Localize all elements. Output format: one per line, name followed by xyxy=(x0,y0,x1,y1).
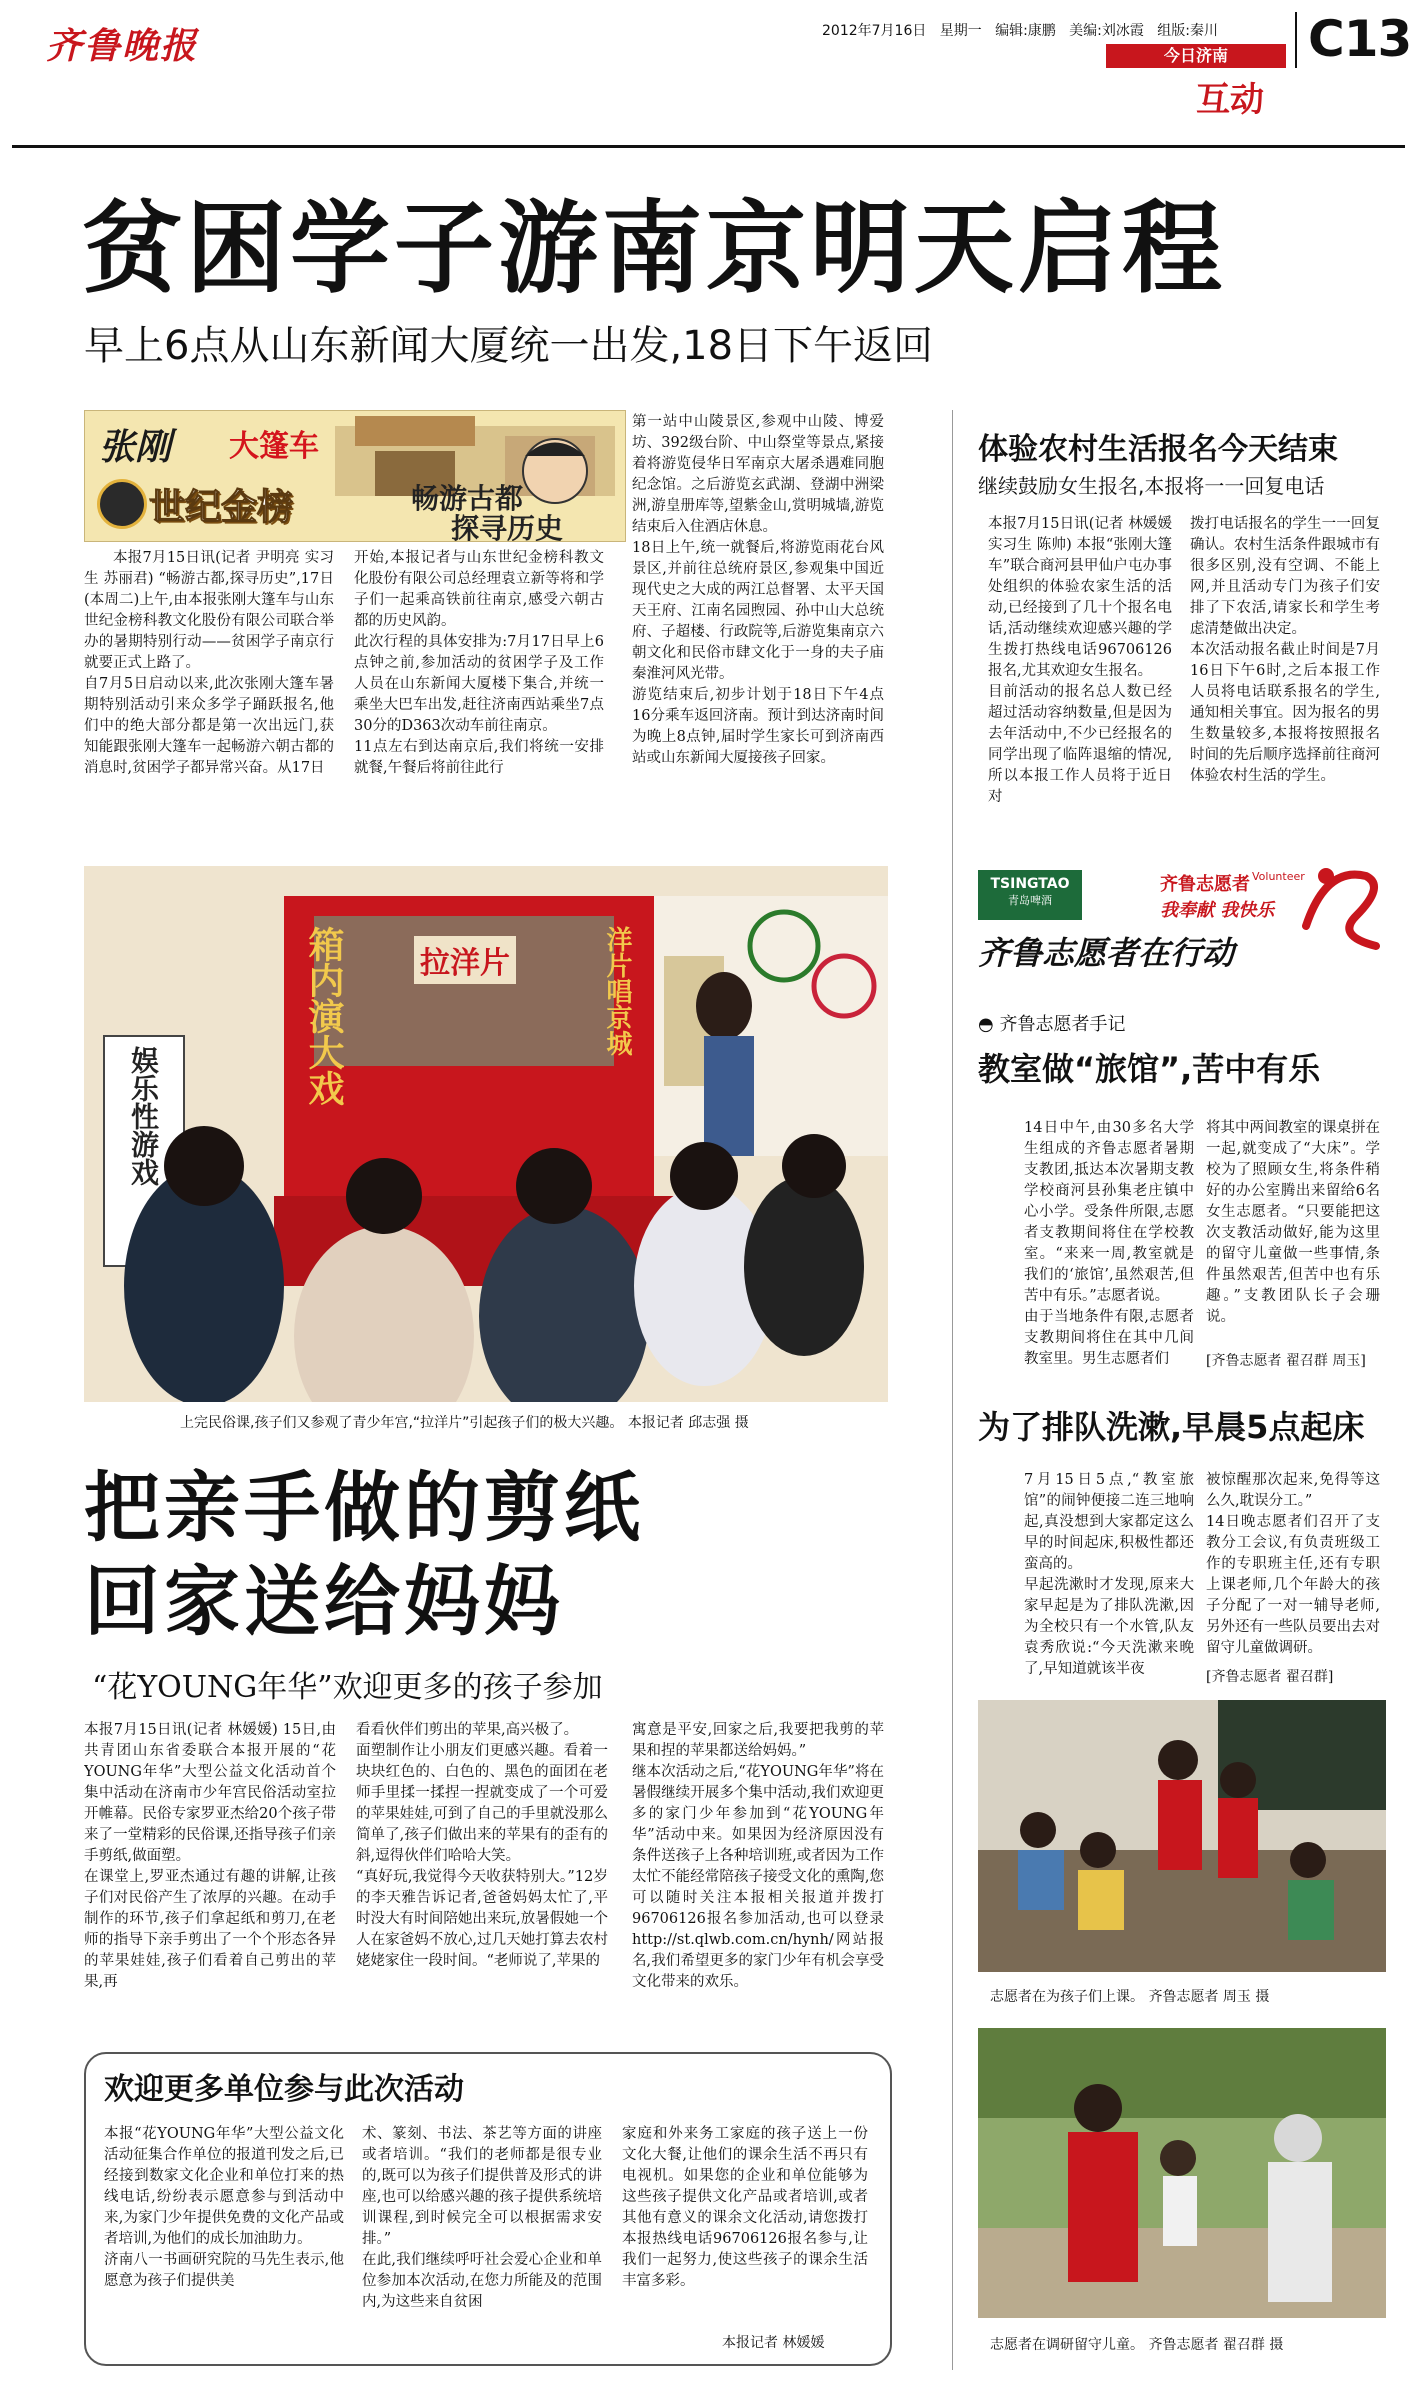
notes-column-1 xyxy=(1024,1118,1194,1368)
welcome-text-3: 家庭和外来务工家庭的孩子送上一份文化大餐,让他们的课余生活不再只有电视机。如果您的企业和单位能够为这些孩子提供文化产品或者培训,或者其他有意义的课余文化活动,请您拨打本报热线电话96706126报名参与,让我们一起努力,使这些孩子的课余生活丰富多彩。 xyxy=(622,2126,868,2289)
notes-signature: [齐鲁志愿者 翟召群 周玉] xyxy=(1206,1353,1366,1369)
sign-la-yang-pian: 拉洋片 xyxy=(414,936,516,984)
right1-column-2 xyxy=(1190,514,1380,844)
photo1-caption: 上完民俗课,孩子们又参观了青少年宫,“拉洋片”引起孩子们的极大兴趣。 本报记者 邱志强 摄 xyxy=(180,1415,749,1431)
second-column-2 xyxy=(356,1720,608,2038)
banner-bus: 大篷车 xyxy=(229,429,319,464)
second-text-2: 看看伙伴们剪出的苹果,高兴极了。 面塑制作让小朋友们更感兴趣。看着一块块红色的、白色的、黑色的面团在老师手里揉一揉捏一捏就变成了一个可爱的苹果娃娃,可到了自己的手里就没那么简单了,孩子们做出来的苹果有的歪有的斜,逗得伙伴们哈哈大笑。 “真好玩,我觉得今天收获特别大。”12岁的李天雅告诉记者,爸爸妈妈太忙了,平时没大有时间陪她出来玩,放暑假她一个人在家爸妈不放心,过几天她打算去农村姥姥家住一段时间。“老师说了,苹果的 xyxy=(356,1722,608,1969)
right1-column-1 xyxy=(988,514,1172,844)
layout-editor-credit: 组版:秦川 xyxy=(1157,23,1218,39)
notes2-title: 为了排队洗漱,早晨5点起床 xyxy=(978,1408,1365,1446)
sign-box-show: 箱内演大戏 xyxy=(303,926,345,1106)
lead-text-3: 第一站中山陵景区,参观中山陵、博爱坊、392级台阶、中山祭堂等景点,紧接着将游览侵华日军南京大屠杀遇难同胞纪念馆。之后游览玄武湖、登湖中洲梁洲,游皇册库等,望紫金山,赏明城墙,游览结束后入住酒店休息。 18日上午,统一就餐后,将游览雨花台风景区,并前往总统府景区,参观集中国近现代史之大成的两江总督署、太平天国天王府、江南名园煦园、孙中山大总统府、子超楼、行政院等,后游览集南京六朝文化和民俗市肆文化于一身的夫子庙秦淮河风光带。 游览结束后,初步计划于18日下午4点16分乘车返回济南。预计到达济南时间为晚上8点钟,届时学生家长可到济南西站或山东新闻大厦接孩子回家。 xyxy=(632,414,884,766)
sign-entertainment-game: 娱乐性游戏 xyxy=(127,1046,160,1186)
classroom-photo xyxy=(978,1700,1386,1972)
masthead-divider xyxy=(1295,12,1297,68)
sponsor-logo xyxy=(978,870,1082,920)
lead-column-3 xyxy=(632,412,884,840)
masthead-rule xyxy=(12,145,1405,148)
welcome-text-2: 术、篆刻、书法、茶艺等方面的讲座或者培训。“我们的老师都是很专业的,既可以为孩子们提供普及形式的讲座,也可以给感兴趣的孩子提供系统培训课程,到时候完全可以根据需求安排。” 在此,我们继续呼吁社会爱心企业和单位参加本次活动,在您力所能及的范围内,为这些来自贫困 xyxy=(362,2126,602,2310)
survey-photo xyxy=(978,2028,1386,2318)
notes-column-2 xyxy=(1206,1118,1380,1346)
right1-title: 体验农村生活报名今天结束 xyxy=(978,432,1338,467)
notes-kicker xyxy=(978,1010,1125,1036)
notes2-text-1: 7月15日5点,“教室旅馆”的闹钟便接二连三地响起,真没想到大家都定这么早的时间起床,积极性都还蛮高的。 早起洗漱时才发现,原来大家早起是为了排队洗漱,因为全校只有一个水管,队友袁秀欣说:“今天洗漱来晚了,早知道就该半夜 xyxy=(1024,1472,1194,1677)
lead-text-2: 开始,本报记者与山东世纪金榜科教文化股份有限公司总经理袁立新等将和学子们一起乘高铁前往南京,感受六朝古都的历史风韵。 此次行程的具体安排为:7月17日早上6点钟之前,参加活动的贫困学子及工作人员在山东新闻大厦楼下集合,并统一乘坐大巴车出发,赶往济南西站乘坐7点30分的D363次动车前往南京。 11点左右到达南京后,我们将统一安排就餐,午餐后将前往此行 xyxy=(354,550,604,776)
notes2-signature: [齐鲁志愿者 翟召群] xyxy=(1206,1669,1334,1685)
art-editor-credit: 美编:刘冰霞 xyxy=(1069,23,1144,39)
volunteer-emblem-icon xyxy=(1296,856,1390,956)
second-column-1 xyxy=(84,1720,336,2038)
welcome-column-3 xyxy=(622,2124,868,2324)
editor-credit: 编辑:康鹏 xyxy=(995,23,1056,39)
dapengche-banner xyxy=(84,410,626,542)
golden-list-logo xyxy=(97,479,147,529)
lead-column-1 xyxy=(84,548,334,840)
volunteer-brand: 齐鲁志愿者 xyxy=(1160,874,1250,895)
banner-brand: 世纪金榜 xyxy=(149,487,294,528)
sponsor-name-cn: 青岛啤酒 xyxy=(1008,894,1052,907)
classroom-photo-image xyxy=(978,1700,1386,1972)
welcome-column-2 xyxy=(362,2124,602,2350)
photo2-caption: 志愿者在为孩子们上课。 齐鲁志愿者 周玉 摄 xyxy=(990,1989,1270,2005)
banner-slogan-1: 畅游古都 xyxy=(411,482,524,515)
newspaper-logo: 齐鲁晚报 xyxy=(46,25,199,67)
second-text-1: 本报7月15日讯(记者 林媛媛) 15日,由共青团山东省委联合本报开展的“花YOUNG年华”大型公益文化活动首个集中活动在济南市少年宫民俗活动室拉开帷幕。民俗专家罗亚杰给20个孩子带来了一堂精彩的民俗课,还指导孩子们亲手剪纸,做面塑。 在课堂上,罗亚杰通过有趣的讲解,让孩子们对民俗产生了浓厚的兴趣。在动手制作的环节,孩子们拿起纸和剪刀,在老师的指导下亲手剪出了一个个形态各异的苹果娃娃,孩子们看着自己剪出的苹果,再 xyxy=(84,1722,336,1990)
notes2-text-2: 被惊醒那次起来,免得等这么久,耽误分工。” 14日晚志愿者们召开了支教分工会议,有负责班级工作的专职班主任,还有专职上课老师,几个年龄大的孩子分配了一对一辅导老师,另外还有一些队员要出去对留守儿童做调研。 xyxy=(1206,1472,1380,1656)
lead-text-1: 本报7月15日讯(记者 尹明亮 实习生 苏丽君) “畅游古都,探寻历史”,17日(本周二)上午,由本报张刚大篷车与山东世纪金榜科教文化股份有限公司联合举办的暑期特别行动——贫困学子南京行就要正式上路了。 自7月5日启动以来,此次张刚大篷车暑期特别活动引来众多学子踊跃报名,他们中的绝大部分都是第一次出远门,获知能跟张刚大篷车一起畅游六朝古都的消息时,贫困学子都异常兴奋。从17日 xyxy=(84,550,334,776)
banner-name: 张刚 xyxy=(99,426,172,468)
notes-text-2: 将其中两间教室的课桌拼在一起,就变成了“大床”。学校为了照顾女生,将条件稍好的办公室腾出来留给6名女生志愿者。“只要能把这次支教活动做好,能为这里的留守儿童做一些事情,条件虽然艰苦,但苦中也有乐趣。”支教团队长子会珊说。 xyxy=(1206,1120,1380,1325)
right1-text-1: 本报7月15日讯(记者 林媛媛 实习生 陈帅) 本报“张刚大篷车”联合商河县甲仙户屯办事处组织的体验农家生活的活动,已经接到了几十个报名电话,活动继续欢迎感兴趣的学生拨打热线电话96706126报名,尤其欢迎女生报名。 目前活动的报名总人数已经超过活动容纳数量,但是因为去年活动中,不少已经报名的同学出现了临阵退缩的情况,所以本报工作人员将于近日对 xyxy=(988,516,1172,805)
banner-slogan-2: 探寻历史 xyxy=(451,512,564,542)
welcome-column-1 xyxy=(104,2124,344,2350)
masthead xyxy=(0,0,1417,120)
notes-kicker-text: 齐鲁志愿者手记 xyxy=(999,1014,1126,1035)
lead-column-2 xyxy=(354,548,604,840)
right-column-divider xyxy=(952,410,953,2370)
page-number: C13 xyxy=(1308,10,1412,68)
notes2-column-1 xyxy=(1024,1470,1194,1686)
section-tab: 今日济南 xyxy=(1106,44,1286,68)
welcome-byline: 本报记者 林媛媛 xyxy=(722,2335,825,2351)
lead-headline: 贫困学子游南京明天启程 xyxy=(82,190,1226,307)
volunteer-slogan: 我奉献 我快乐 xyxy=(1160,900,1275,921)
folk-class-photo xyxy=(84,866,888,1402)
second-headline-line2: 回家送给妈妈 xyxy=(84,1557,564,1646)
masthead-meta xyxy=(822,20,1218,40)
welcome-title: 欢迎更多单位参与此次活动 xyxy=(104,2072,464,2107)
notes2-column-2 xyxy=(1206,1470,1380,1662)
notes-title: 教室做“旅馆”,苦中有乐 xyxy=(978,1050,1321,1088)
second-text-3: 寓意是平安,回家之后,我要把我剪的苹果和捏的苹果都送给妈妈。” 继本次活动之后,“花YOUNG年华”将在暑假继续开展多个集中活动,我们欢迎更多的家门少年参加到“花YOUNG年华”活动中来。如果因为经济原因没有条件送孩子上各种培训班,或者因为工作太忙不能经常陪孩子接受文化的熏陶,您可以随时关注本报相关报道并拨打96706126报名参加活动,也可以登录http://st.qlwb.com.cn/hynh/网站报名,我们希望更多的家门少年有机会享受文化带来的欢乐。 xyxy=(632,1722,884,1990)
second-subhead: “花YOUNG年华”欢迎更多的孩子参加 xyxy=(92,1670,603,1705)
right1-subhead: 继续鼓励女生报名,本报将一一回复电话 xyxy=(978,474,1325,498)
volunteer-headline: 齐鲁志愿者在行动 xyxy=(978,934,1235,972)
photo3-caption: 志愿者在调研留守儿童。 齐鲁志愿者 翟召群 摄 xyxy=(990,2337,1284,2353)
sponsor-name: TSINGTAO xyxy=(990,876,1070,892)
sign-yangpian-jingcheng: 洋片唱京城 xyxy=(602,926,632,1056)
second-column-3 xyxy=(632,1720,884,2038)
lead-subhead: 早上6点从山东新闻大厦统一出发,18日下午返回 xyxy=(84,323,934,369)
notes-text-1: 14日中午,由30多名大学生组成的齐鲁志愿者暑期支教团,抵达本次暑期支教学校商河县孙集老庄镇中心小学。受条件所限,志愿者支教期间将住在学校教室。“来来一周,教室就是我们的‘旅馆’,虽然艰苦,但苦中有乐。”志愿者说。 由于当地条件有限,志愿者支教期间将住在其中几间教室里。男生志愿者们 xyxy=(1024,1120,1194,1367)
issue-date: 2012年7月16日 xyxy=(822,23,927,39)
issue-weekday: 星期一 xyxy=(939,23,982,39)
survey-photo-image xyxy=(978,2028,1386,2318)
welcome-text-1: 本报“花YOUNG年华”大型公益文化活动征集合作单位的报道刊发之后,已经接到数家文化企业和单位打来的热线电话,纷纷表示愿意参与到活动中来,为家门少年提供免费的文化产品或者培训,为他们的成长加油助力。 济南八一书画研究院的马先生表示,他愿意为孩子们提供美 xyxy=(104,2126,344,2289)
volunteer-tag: Volunteer xyxy=(1252,870,1305,883)
second-headline-line1: 把亲手做的剪纸 xyxy=(84,1463,644,1552)
section-name: 互动 xyxy=(1196,80,1264,120)
right1-text-2: 拨打电话报名的学生一一回复确认。农村生活条件跟城市有很多区别,没有空调、不能上网,并且活动专门为孩子们安排了下农活,请家长和学生考虑清楚做出决定。 本次活动报名截止时间是7月16日下午6时,之后本报工作人员将电话联系报名的学生,通知相关事宜。因为报名的男生数量较多,本报将按照报名时间的先后顺序选择前往商河体验农村生活的学生。 xyxy=(1190,516,1380,784)
notes-kicker-icon: ◓ xyxy=(978,1014,994,1035)
volunteer-banner xyxy=(978,856,1390,976)
